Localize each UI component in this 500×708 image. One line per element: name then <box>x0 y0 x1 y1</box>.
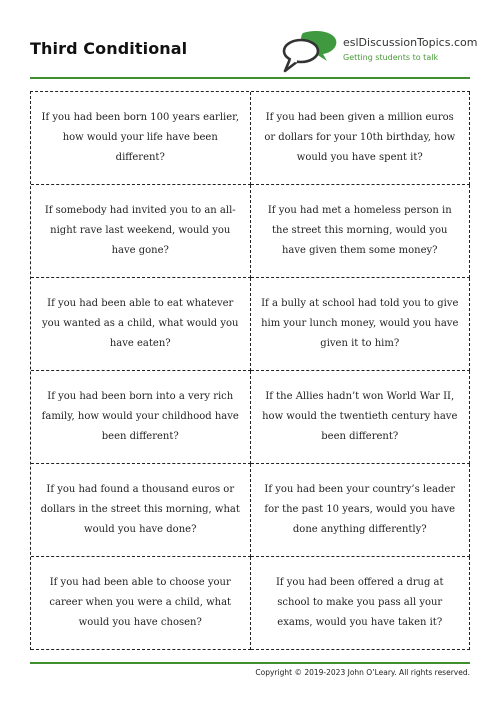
card-question: If a bully at school had told you to give him your lunch money, would you have given it to him? <box>261 298 459 349</box>
discussion-card <box>251 278 471 371</box>
card-question: If you had been given a million euros or dollars for your 10th birthday, how would you have spent it? <box>264 112 456 163</box>
card-question: If somebody had invited you to an all-night rave last weekend, would you have gone? <box>44 205 236 256</box>
card-question: If you had been born into a very rich family, how would your childhood have been different? <box>41 391 239 442</box>
site-logo <box>281 29 481 73</box>
card-question: If you had been able to choose your career when you were a child, what would you have chosen? <box>49 577 232 628</box>
discussion-card <box>31 92 251 185</box>
card-question: If you had been born 100 years earlier, how would your life have been different? <box>41 112 239 163</box>
card-question: If you had been offered a drug at school to make you pass all your exams, would you have taken it? <box>275 577 444 628</box>
card-question: If you had found a thousand euros or dollars in the street this morning, what would you have done? <box>40 484 240 535</box>
logo-site-name: eslDiscussionTopics.com <box>343 36 478 49</box>
discussion-card <box>251 557 471 650</box>
logo-tagline: Getting students to talk <box>343 53 439 62</box>
discussion-card <box>31 278 251 371</box>
card-question: If you had met a homeless person in the street this morning, would you have given them some money? <box>267 205 452 256</box>
card-question: If you had been able to eat whatever you wanted as a child, what would you have eaten? <box>42 298 239 349</box>
page-title: Third Conditional <box>30 39 188 58</box>
speech-bubbles-icon <box>281 29 341 73</box>
discussion-card <box>31 371 251 464</box>
discussion-card-grid <box>30 91 470 650</box>
discussion-card <box>251 92 471 185</box>
header-divider <box>30 77 470 79</box>
discussion-card <box>251 464 471 557</box>
discussion-card <box>31 185 251 278</box>
copyright-notice: Copyright © 2019-2023 John O’Leary. All rights reserved. <box>255 668 470 677</box>
card-question: If the Allies hadn’t won World War II, how would the twentieth century have been different? <box>262 391 458 442</box>
footer-divider <box>30 662 470 664</box>
discussion-card <box>31 464 251 557</box>
card-question: If you had been your country’s leader for the past 10 years, would you have done anything differently? <box>264 484 456 535</box>
discussion-card <box>31 557 251 650</box>
discussion-card <box>251 371 471 464</box>
discussion-card <box>251 185 471 278</box>
